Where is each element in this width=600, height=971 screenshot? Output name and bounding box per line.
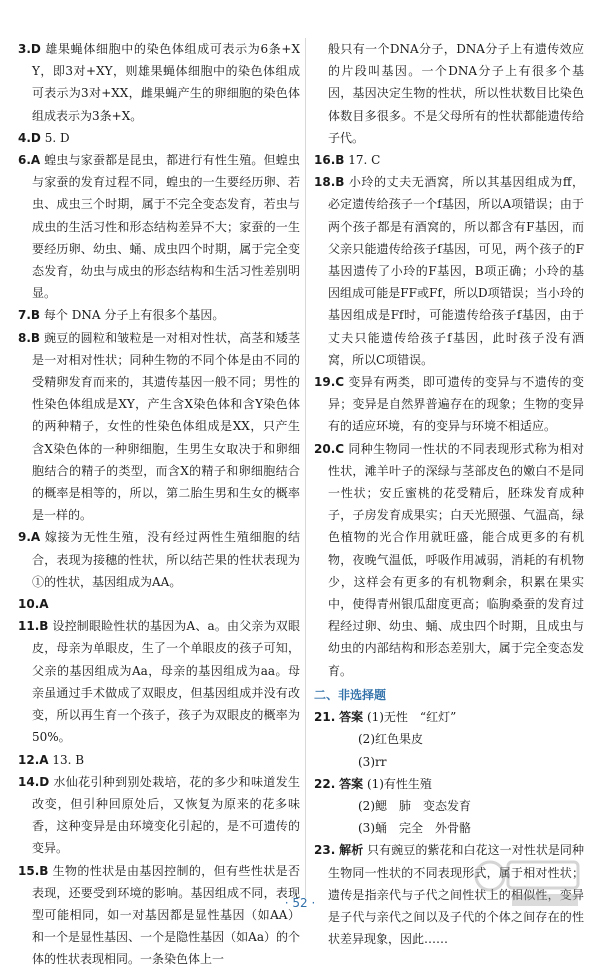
question-number: 19. <box>314 375 336 390</box>
answer-tag: 答案 <box>339 710 364 725</box>
question-item <box>314 149 584 171</box>
question-number: 22. <box>314 776 336 791</box>
question-number: 10. <box>18 597 40 612</box>
explanation-text: 雄果蝇体细胞中的染色体组成可表示为6条+XY，即3对+XY，则雄果蝇体细胞中的染色体组成可表示为3对+XX，雌果蝇产生的卵细胞的染色体组成表示为3条+X。 <box>32 42 300 123</box>
left-column <box>18 38 300 971</box>
explanation-text: 嫁接为无性生殖，没有经过两性生殖细胞的结合，表现为接穗的性状，所以结芒果的性状表现为①的性状，基因组成为AA。 <box>32 530 300 589</box>
answer-line: (1)无性 “红灯” <box>366 710 457 725</box>
section-title: 二、非选择题 <box>314 687 387 702</box>
answer-line: (2)红色果皮 <box>358 732 423 747</box>
question-number: 21. <box>314 710 336 725</box>
question-number: 20. <box>314 441 336 456</box>
answer-item <box>314 773 584 840</box>
column-divider <box>305 38 306 898</box>
answer-letter: B <box>30 308 41 323</box>
question-number: 14. <box>18 774 40 789</box>
answer-letter: D <box>30 130 41 145</box>
question-item <box>18 127 300 149</box>
question-number: 23. <box>314 843 336 858</box>
analysis-tag: 解析 <box>339 843 364 858</box>
question-item <box>314 371 584 438</box>
question-item <box>18 327 300 527</box>
answer-letter: A <box>39 752 49 767</box>
answer-letter: C <box>335 375 345 390</box>
answer-letter: D <box>30 42 41 56</box>
question-number: 4. <box>18 130 31 145</box>
question-number: 12. <box>18 752 40 767</box>
question-item <box>18 749 300 771</box>
explanation-text: 水仙花引种到别处栽培，花的多少和味道发生改变，但引种回原处后，又恢复为原来的花多味香，这种变异是由环境变化引起的，是不可遗传的变异。 <box>32 774 300 856</box>
answers-block <box>314 706 584 839</box>
answer-subline <box>328 728 584 750</box>
answer-letter: A <box>39 597 49 612</box>
question-item <box>314 438 584 682</box>
explanation-text: 蝗虫与家蚕都是昆虫，都进行有性生殖。但蝗虫与家蚕的发育过程不同，蝗虫的一生要经历卵、若虫、成虫三个时期，属于不完全变态发育，若虫与成虫的生活习性和形态结构差异不大；家蚕的一生要经历卵、幼虫、蛹、成虫四个时期，属于完全变态发育，幼虫与成虫的形态结构和生活习性差别明显。 <box>32 153 300 301</box>
explanation-text: 5. D <box>44 130 70 145</box>
question-number: 9. <box>18 530 31 545</box>
right-items <box>314 149 584 682</box>
question-item <box>18 526 300 593</box>
answer-line: (2)鳃 肺 变态发育 <box>358 798 471 813</box>
continued-paragraph: 般只有一个DNA分子，DNA分子上有遗传效应的片段叫基因。一个DNA分子上有很多个基因，基因决定生物的性状，所以性状数目比染色体数目多很多。不是父母所有的性状都能遗传给子代。 <box>328 42 584 145</box>
watermark-logo <box>468 852 588 912</box>
question-number: 8. <box>18 330 31 345</box>
question-item <box>18 593 300 615</box>
question-item <box>18 149 300 304</box>
answer-letter: B <box>39 863 49 878</box>
answer-letter: A <box>30 530 41 545</box>
question-text: 只有豌豆的紫花和白花这一对性状是同种生物同一性状的不同表现形式，属于相对性状；遗传是指亲代与子代之间性状上的相似性，变异是子代与亲代之间以及子代的个体之间存在的性状差异现象，因此…… <box>328 843 584 947</box>
question-number: 15. <box>18 863 40 878</box>
explanation-text: 每个 DNA 分子上有很多个基因。 <box>43 308 225 323</box>
explanation-text: 豌豆的圆粒和皱粒是一对相对性状，高茎和矮茎是一对相对性状；同种生物的不同个体是由不同的受精卵发育而来的，其遗传基因一般不同；男性的性染色体组成是XY，产生含X染色体和含Y染色体的两种精子，女性的性染色体组成是XX，只产生含X染色体的一种卵细胞，生男生女取决于和卵细胞结合的精子的类型，而含X的精子和卵细胞结合的概率是相等的，所以，第二胎生男和生女的概率是一样的。 <box>32 330 300 523</box>
answer-subline <box>328 795 584 817</box>
question-item <box>18 771 300 860</box>
question-item <box>18 38 300 127</box>
page-number-value: 52 <box>292 896 308 910</box>
answer-subline <box>328 817 584 839</box>
question-number: 16. <box>314 153 336 168</box>
answer-letter: B <box>30 330 41 345</box>
explanation-text: 设控制眼睑性状的基因为A、a。由父亲为双眼皮，母亲为单眼皮，生了一个单眼皮的孩子可知，父亲的基因组成为Aa，母亲的基因组成为aa。母亲虽通过手术做成了双眼皮，但基因组成并没有改变，所以再生育一个孩子，孩子为双眼皮的概率为50%。 <box>32 619 300 745</box>
answer-letter: B <box>335 153 345 168</box>
question-item <box>18 615 300 748</box>
answer-line: (1)有性生殖 <box>366 776 432 791</box>
answer-letter: C <box>335 441 345 456</box>
explanation-text: 变异有两类，即可遗传的变异与不遗传的变异；变异是自然界普遍存在的现象；生物的变异有的适应环境，有的变异与环境不相适应。 <box>328 375 584 434</box>
answer-letter: A <box>30 153 41 168</box>
question-number: 7. <box>18 308 31 323</box>
question-number: 11. <box>18 619 40 634</box>
page-number: · 52 · <box>284 896 316 910</box>
answer-letter: B <box>335 175 345 190</box>
answer-line: (3)蛹 完全 外骨骼 <box>358 821 471 836</box>
question-number: 18. <box>314 175 336 190</box>
explanation-text: 小玲的丈夫无酒窝，所以其基因组成为ff，必定遗传给孩子一个f基因，所以A项错误；由于两个孩子都是有酒窝的，所以都含有F基因，而父亲只能遗传给孩子f基因，可见，两个孩子的F基因遗传了小玲的F基因，B项正确；小玲的基因组成可能是FF或Ff，所以D项错误；当小玲的基因组成是Ff时，可能遗传给孩子f基因，由于丈夫只能遗传给孩子f基因，此时孩子没有酒窝，所以C项错误。 <box>328 175 584 367</box>
explanation-text: 生物的性状是由基因控制的，但有些性状是否表现，还要受到环境的影响。基因组成不同，表现型可能相同，如一对基因都是显性基因（如AA）和一个是显性基因、一个是隐性基因（如Aa）的个体的性状表现相同。一条染色体上一 <box>32 863 300 967</box>
question-number: 6. <box>18 153 31 168</box>
question-item <box>18 304 300 326</box>
answer-letter: D <box>39 774 50 789</box>
question-number: 3. <box>18 42 31 56</box>
question-item <box>18 860 300 971</box>
right-column <box>314 38 584 950</box>
question-item <box>314 171 584 371</box>
answer-letter: B <box>39 619 49 634</box>
explanation-text: 13. B <box>52 752 85 767</box>
answer-tag: 答案 <box>339 776 364 791</box>
answer-item <box>314 706 584 773</box>
explanation-text: 17. C <box>348 153 381 168</box>
answer-subline <box>328 751 584 773</box>
explanation-text: 同种生物同一性状的不同表现形式称为相对性状，滩羊叶子的深绿与茎部皮色的嫩白不是同一性状；安丘蜜桃的花受精后，胚珠发育成种子，子房发育成果实；白天光照强、气温高，绿色植物的光合作用就旺盛，能合成更多的有机物，夜晚气温低，呼吸作用减弱，消耗的有机物少，这样会有更多的有机物剩余，积累在果实中，使得青州银瓜甜度更高；临朐桑蚕的发育过程经过卵、幼虫、蛹、成虫四个时期，且成虫与幼虫的内部结构和形态差别大，属于完全变态发育。 <box>328 441 584 678</box>
answer-line: (3)rr <box>358 754 387 769</box>
